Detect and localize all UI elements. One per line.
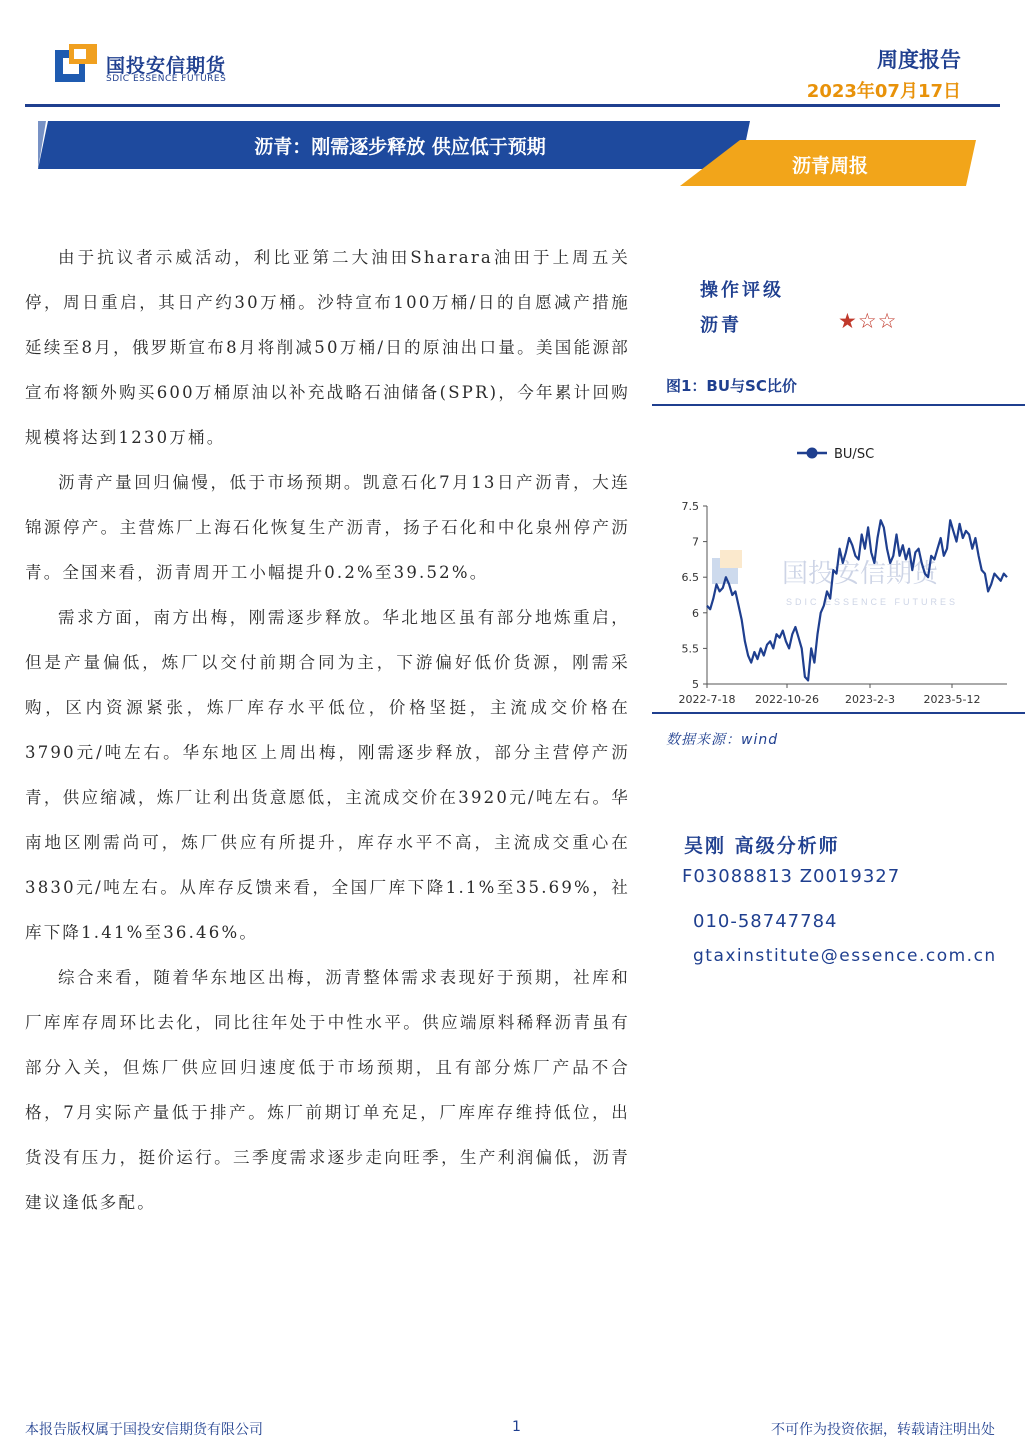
- analyst-license: F03088813 Z0019327: [682, 866, 901, 887]
- watermark-text-cn: 国投安信期货: [782, 558, 939, 588]
- watermark-text-en: SDIC ESSENCE FUTURES: [786, 597, 959, 607]
- company-logo-icon: [55, 44, 97, 86]
- y-tick-label: 7.5: [681, 500, 699, 513]
- rating-heading: 操作评级: [700, 280, 784, 301]
- body-paragraph: 综合来看，随着华东地区出梅，沥青整体需求表现好于预期，社库和厂库库存周环比去化，同比往年处于中性水平。供应端原料稀释沥青虽有部分入关，但炼厂供应回归速度低于市场预期，且有部分炼厂产品不合格，7月实际产量低于排产。炼厂前期订单充足，厂库库存维持低位，出货没有压力，挺价运行。三季度需求逐步走向旺季，生产利润偏低，沥青建议逢低多配。: [25, 968, 630, 1212]
- x-tick-label: 2023-2-3: [845, 693, 895, 706]
- report-category: 沥青周报: [791, 155, 868, 177]
- figure-top-rule: [652, 404, 1025, 406]
- report-body: [25, 235, 630, 1225]
- analyst-name: 吴刚 高级分析师: [684, 835, 840, 857]
- legend-label: BU/SC: [834, 447, 875, 462]
- x-tick-label: 2022-10-26: [755, 693, 819, 706]
- x-tick-label: 2023-5-12: [923, 693, 981, 706]
- body-paragraph: 由于抗议者示威活动，利比亚第二大油田Sharara油田于上周五关停，周日重启，其日产约30万桶。沙特宣布100万桶/日的自愿减产措施延续至8月，俄罗斯宣布8月将削减50万桶/日的原油出口量。美国能源部宣布将额外购买600万桶原油以补充战略石油储备(SPR)，今年累计回购规模将达到1230万桶。: [25, 248, 630, 447]
- data-source: 数据来源：wind: [666, 732, 779, 748]
- y-tick-label: 6: [692, 606, 699, 620]
- y-tick-label: 5.5: [681, 642, 699, 656]
- legend-marker: [807, 448, 818, 459]
- y-tick-label: 6.5: [681, 571, 699, 585]
- analyst-phone: 010-58747784: [693, 911, 838, 932]
- header-divider: [25, 104, 1000, 107]
- figure-title: 图1：BU与SC比价: [666, 377, 797, 395]
- y-tick-label: 5: [692, 678, 699, 691]
- footer-disclaimer: 不可作为投资依据，转载请注明出处: [771, 1422, 995, 1438]
- report-date: 2023年07月17日: [806, 81, 961, 102]
- body-paragraph: 沥青产量回归偏慢，低于市场预期。凯意石化7月13日产沥青，大连锦源停产。主营炼厂上海石化恢复生产沥青，扬子石化和中化泉州停产沥青。全国来看，沥青周开工小幅提升0.2%至39.52%。: [25, 473, 630, 582]
- x-tick-label: 2022-7-18: [678, 693, 736, 706]
- figure-bottom-rule: [652, 712, 1025, 714]
- y-tick-label: 7: [692, 535, 699, 549]
- report-type: 周度报告: [877, 48, 961, 72]
- analyst-email[interactable]: gtaxinstitute@essence.com.cn: [693, 946, 997, 966]
- report-title: 沥青：刚需逐步释放 供应低于预期: [254, 136, 546, 158]
- page-number: 1: [512, 1419, 521, 1435]
- footer-copyright: 本报告版权属于国投安信期货有限公司: [25, 1422, 263, 1438]
- rating-stars: ★☆☆: [838, 309, 898, 333]
- company-name-cn: 国投安信期货: [106, 55, 227, 77]
- bu-sc-ratio-chart: [652, 430, 1025, 710]
- company-name-en: SDIC ESSENCE FUTURES: [106, 74, 227, 84]
- body-paragraph: 需求方面，南方出梅，刚需逐步释放。华北地区虽有部分地炼重启，但是产量偏低，炼厂以交付前期合同为主，下游偏好低价货源，刚需采购，区内资源紧张，炼厂库存水平低位，价格坚挺，主流成交价格在3790元/吨左右。华东地区上周出梅，刚需逐步释放，部分主营停产沥青，供应缩减，炼厂让利出货意愿低，主流成交价在3920元/吨左右。华南地区刚需尚可，炼厂供应有所提升，库存水平不高，主流成交重心在3830元/吨左右。从库存反馈来看，全国厂库下降1.1%至35.69%，社库下降1.41%至36.46%。: [25, 608, 630, 942]
- rating-commodity: 沥青: [700, 315, 742, 336]
